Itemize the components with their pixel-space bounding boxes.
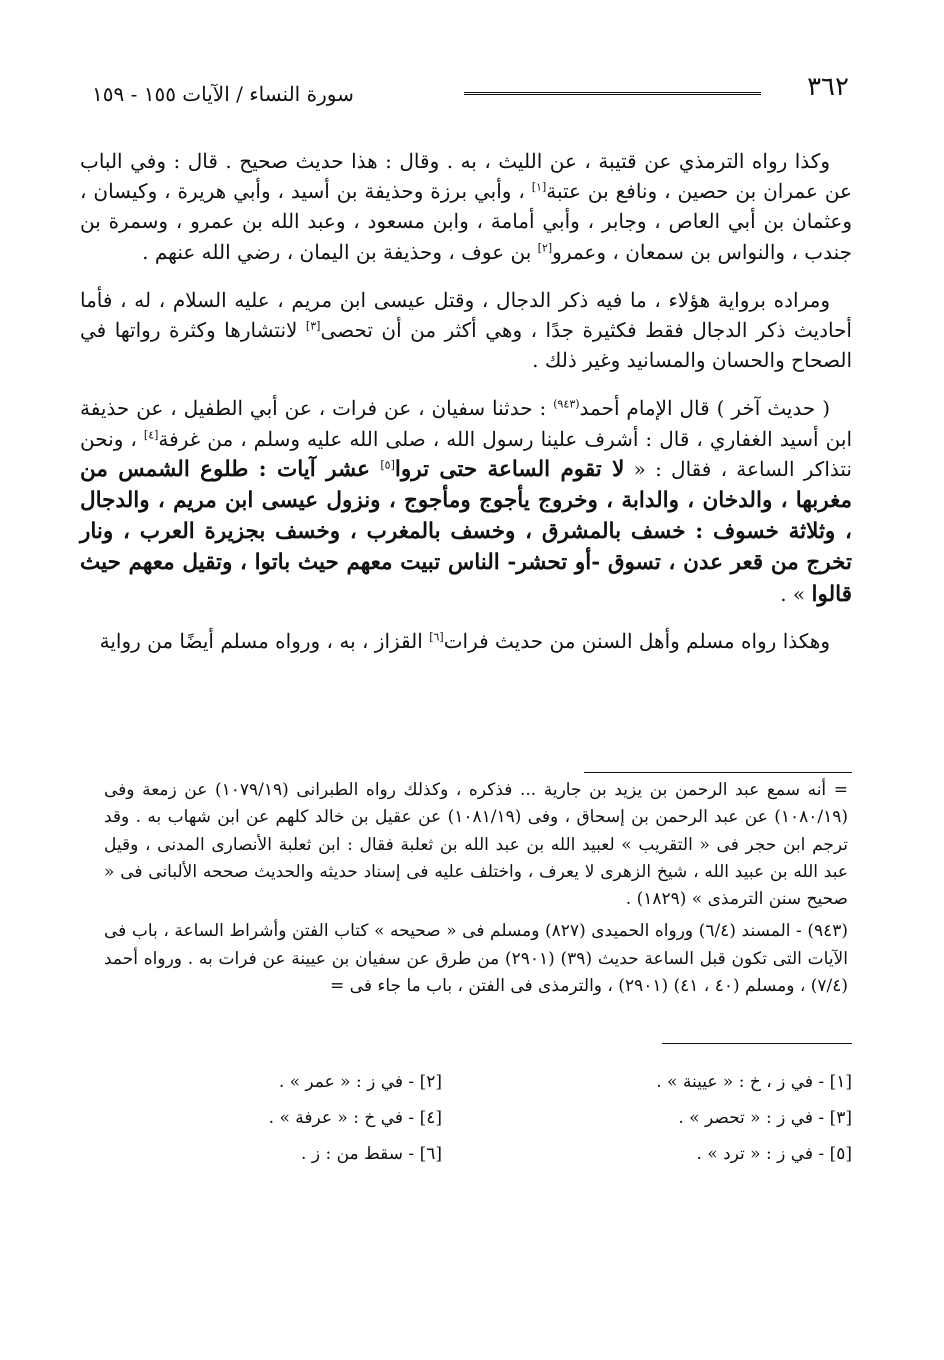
variant-note-6: [٦] - سقط من : ز .: [301, 1144, 442, 1164]
variants-column-right: [552, 1064, 852, 1172]
variant-note-5: [٥] - في ز : « ترد » .: [696, 1144, 852, 1164]
running-title: سورة النساء / الآيات ١٥٥ - ١٥٩: [92, 82, 354, 106]
variant-ref-1[interactable]: [١]: [531, 180, 547, 194]
variants-column-left: [142, 1064, 442, 1172]
paragraph-tirmidhi: وكذا رواه الترمذي عن قتيبة ، عن الليث ، به . وقال : هذا حديث صحيح . قال : وفي الباب عن عمران بن حصين ، ونافع بن عتبة[١] ، وأبي برزة وحذيفة بن أسيد ، وأبي هريرة ، وكيسان ، وعثمان بن أبي العاص ، وجابر ، وأبي أمامة ، وابن مسعود ، وعبد الله بن عمرو ، وسمرة بن جندب ، والنواس بن سمعان ، وعمرو[٢] بن عوف ، وحذيفة بن اليمان ، رضي الله عنهم .: [80, 149, 852, 264]
variants-divider: [662, 1043, 852, 1044]
variant-note-1: [١] - في ز ، خ : « عيينة » .: [656, 1072, 852, 1092]
variant-note-4: [٤] - في خ : « عرفة » .: [268, 1108, 442, 1128]
variant-ref-3[interactable]: [٣]: [305, 319, 321, 333]
hadith-text-2: عشر آيات : طلوع الشمس من مغربها ، والدخان ، والدابة ، وخروج يأجوج ومأجوج ، ونزول عيسى ابن مريم ، والدجال ، وثلاثة خسوف : خسف بالمشرق ، وخسف بالمغرب ، وخسف بجزيرة العرب ، ونار تخرج من قعر عدن ، تسوق -أو تحشر- الناس تبيت معهم حيث باتوا ، وتقيل معهم حيث قالوا: [80, 456, 852, 607]
variant-ref-6[interactable]: [٦]: [429, 630, 444, 644]
page-header: [92, 72, 849, 112]
page-number: ٣٦٢: [807, 72, 849, 102]
footnote-ref-943[interactable]: (٩٤٣): [553, 397, 580, 411]
footnotes: [104, 777, 848, 1005]
footnote-943: (٩٤٣) - المسند (٦/٤) ورواه الحميدى (٨٢٧) ومسلم فى « صحيحه » كتاب الفتن وأشراط الساعة ، باب فى الآيات التى تكون قبل الساعة حديث (٣٩) (٢٩٠١) من طرق عن سفيان بن عيينة عن فرات به . ورواه أحمد (٧/٤) ، ومسلم (٤٠ ، ٤١) (٢٩٠١) ، والترمذى فى الفتن ، باب ما جاء فى =: [104, 921, 849, 997]
variant-ref-2[interactable]: [٢]: [537, 240, 553, 254]
main-text: [80, 146, 852, 674]
paragraph-muslim: وهكذا رواه مسلم وأهل السنن من حديث فرات[٦] القزاز ، به ، ورواه مسلم أيضًا من رواية: [99, 628, 830, 653]
paragraph-hadith-ahmad: ( حديث آخر ) قال الإمام أحمد$^{(٩٤٣)}$ : حدثنا سفيان ، عن فرات ، عن أبي الطفيل ، عن حذيفة ابن أسيد الغفاري ، قال : أشرف علينا رسول الله ، صلى الله عليه وسلم ، من غرفة[٤] ، ونحن نتذاكر الساعة ، فقال : « لا تقوم الساعة حتى تروا[٥] عشر آيات : طلوع الشمس من مغربها ، والدخان ، والدابة ، وخروج يأجوج ومأجوج ، ونزول عيسى ابن مريم ، والدجال ، وثلاثة خسوف : خسف بالمشرق ، وخسف بالمغرب ، وخسف بجزيرة العرب ، ونار تخرج من قعر عدن ، تسوق -أو تحشر- الناس تبيت معهم حيث باتوا ، وتقيل معهم حيث قالوا » .: [80, 396, 852, 607]
variant-note-3: [٣] - في ز : « تحصر » .: [678, 1108, 852, 1128]
textual-variants: [170, 1064, 852, 1174]
paragraph-dajjal: ومراده برواية هؤلاء ، ما فيه ذكر الدجال ، وقتل عيسى ابن مريم ، عليه السلام ، له ، فأما أحاديث ذكر الدجال فقط فكثيرة جدًا ، وهي أكثر من أن تحصى[٣] لانتشارها وكثرة رواتها في الصحاح والحسان والمسانيد وغير ذلك .: [80, 287, 852, 373]
footnote-continued: = أنه سمع عبد الرحمن بن يزيد بن جارية ... فذكره ، وكذلك رواه الطبرانى (١٠٧٩/١٩) عن زمعة وفى (١٠٨٠/١٩) عن عبد الرحمن بن إسحاق ، وفى (١٠٨١/١٩) عن عقيل بن خالد كلهم عن ابن شهاب به . وقد ترجم ابن حجر فى « التقريب » لعبيد الله بن عبد الله بن ثعلبة فقال : ابن ثعلبة الأنصارى المدنى ، وقيل عبد الله بن عبيد الله ، شيخ الزهرى لا يعرف ، واختلف عليه فى إسناد حديثه والحديث صححه الألبانى فى « صحيح سنن الترمذى » (١٨٢٩) .: [104, 780, 848, 910]
header-rule: [464, 92, 761, 95]
footnote-divider: [584, 772, 852, 773]
variant-ref-5[interactable]: [٥]: [380, 458, 395, 472]
variant-note-2: [٢] - في ز : « عمر » .: [278, 1072, 442, 1092]
hadith-text-1: لا تقوم الساعة حتى تروا: [394, 456, 625, 482]
variant-ref-4[interactable]: [٤]: [143, 427, 159, 441]
